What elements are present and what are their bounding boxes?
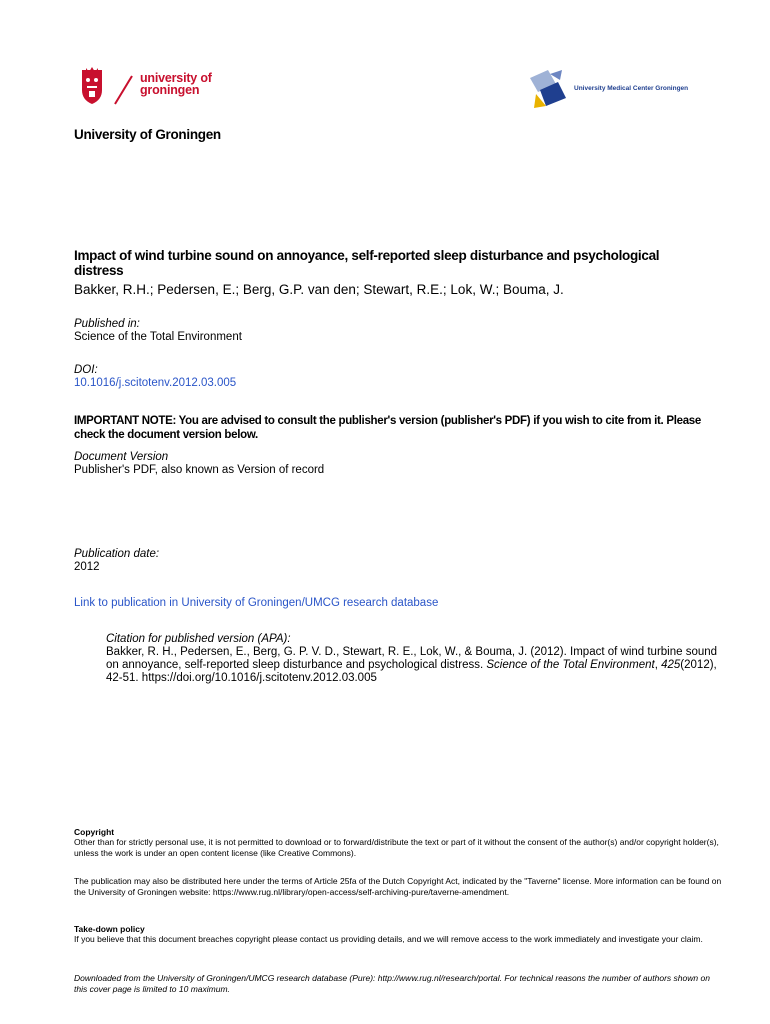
publication-date-label: Publication date: — [74, 548, 160, 560]
institution-name: University of Groningen — [74, 127, 221, 142]
doi-label: DOI: — [74, 364, 98, 376]
rug-logo — [78, 66, 228, 108]
document-title: Impact of wind turbine sound on annoyance, self-reported sleep disturbance and psychological distress — [74, 248, 660, 278]
rug-wordmark: university of groningen — [140, 71, 212, 97]
document-version-value: Publisher's PDF, also known as Version of record — [74, 464, 325, 476]
takedown-heading: Take-down policy — [74, 924, 145, 934]
citation-journal: Science of the Total Environment — [486, 659, 655, 671]
document-version-label: Document Version — [74, 451, 169, 463]
published-in-value: Science of the Total Environment — [74, 331, 242, 343]
important-note: IMPORTANT NOTE: You are advised to consult the publisher's version (publisher's PDF) if you wish to cite from it. Please check the document version below. — [74, 415, 701, 441]
citation-label: Citation for published version (APA): — [106, 633, 291, 645]
database-link[interactable]: Link to publication in University of Groningen/UMCG research database — [74, 597, 439, 609]
doi-link[interactable]: 10.1016/j.scitotenv.2012.03.005 — [74, 377, 237, 389]
copyright-text: Other than for strictly personal use, it is not permitted to download or to forward/distribute the text or part of it without the consent of the author(s) and/or copyright holder(s), unless the work is under an open content license (like Creative Commons). — [74, 837, 719, 858]
takedown-text: If you believe that this document breaches copyright please contact us providing details, and we will remove access to the work immediately and investigate your claim. — [74, 934, 703, 944]
umcg-wordmark: University Medical Center Groningen — [574, 85, 689, 92]
download-footer: Downloaded from the University of Groningen/UMCG research database (Pure): http://www.rug.nl/research/portal. For technical reasons the number of authors shown on this cover page is limited to 10 maximum. — [74, 973, 710, 994]
taverne-text: The publication may also be distributed here under the terms of Article 25fa of the Dutch Copyright Act, indicated by the "Taverne" license. More information can be found on the University of Groningen website: https://www.rug.nl/library/open-access/self-archiving-pure/taverne-amendment. — [74, 876, 722, 897]
rug-slash-icon — [112, 74, 134, 106]
publication-date-value: 2012 — [74, 561, 100, 573]
published-in-label: Published in: — [74, 318, 140, 330]
copyright-heading: Copyright — [74, 827, 115, 837]
umcg-mark-icon — [526, 68, 570, 110]
citation-volume: 425 — [661, 659, 681, 671]
umcg-logo — [526, 68, 706, 110]
authors: Bakker, R.H.; Pedersen, E.; Berg, G.P. van den; Stewart, R.E.; Lok, W.; Bouma, J. — [74, 282, 564, 297]
citation-text: Bakker, R. H., Pedersen, E., Berg, G. P. V. D., Stewart, R. E., Lok, W., & Bouma, J. (2012). Impact of wind turbine sound on annoyance, self-reported sleep disturbance and psychological distress. Science of the Total Environment, 425(2012), 42-51. https://doi.org/10.1016/j.scitotenv.2012.03.005 — [106, 646, 718, 684]
rug-shield-icon — [78, 66, 106, 106]
